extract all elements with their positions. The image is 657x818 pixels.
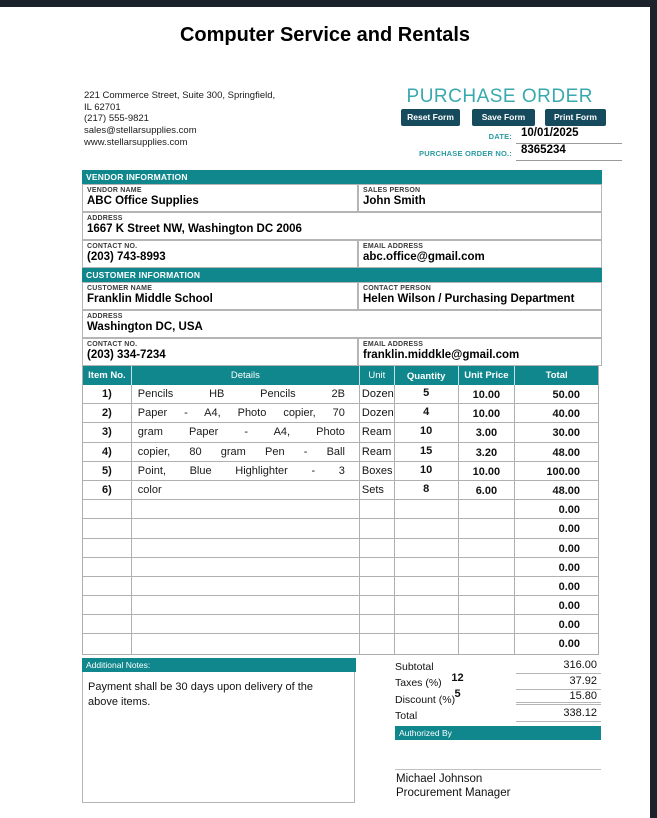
item-unit-price-cell[interactable]: 10.00 bbox=[459, 404, 516, 422]
item-no-cell[interactable] bbox=[83, 634, 132, 653]
item-details-cell[interactable] bbox=[132, 500, 360, 518]
customer-contact-label: CONTACT NO. bbox=[87, 341, 138, 348]
additional-notes-header: Additional Notes: bbox=[82, 658, 356, 672]
item-total-cell[interactable]: 0.00 bbox=[558, 638, 580, 651]
item-quantity-cell[interactable]: 15 bbox=[395, 443, 459, 461]
item-quantity-cell[interactable]: 8 bbox=[395, 481, 459, 499]
items-table-body bbox=[83, 385, 598, 654]
customer-email-field[interactable] bbox=[358, 338, 602, 366]
table-row bbox=[83, 481, 598, 500]
item-total-cell[interactable]: 50.00 bbox=[552, 389, 580, 401]
col-header-details: Details bbox=[132, 366, 360, 385]
reset-form-button[interactable]: Reset Form bbox=[401, 109, 460, 126]
customer-address-label: ADDRESS bbox=[87, 313, 123, 320]
item-details-cell[interactable]: Paper - A4, Photo copier, 70 bbox=[132, 404, 360, 422]
item-details-cell[interactable] bbox=[132, 558, 360, 576]
date-field[interactable]: 10/01/2025 bbox=[516, 127, 622, 144]
authorized-name-field[interactable]: Michael Johnson bbox=[396, 773, 483, 785]
table-row bbox=[83, 615, 598, 634]
item-total-cell[interactable]: 0.00 bbox=[558, 561, 580, 574]
item-quantity-cell[interactable]: 10 bbox=[395, 462, 459, 480]
customer-section-header: CUSTOMER INFORMATION bbox=[82, 268, 602, 282]
item-unit-cell[interactable]: Ream bbox=[360, 443, 395, 461]
customer-name-label: CUSTOMER NAME bbox=[87, 285, 153, 292]
item-no-cell[interactable] bbox=[83, 539, 132, 557]
item-unit-cell[interactable] bbox=[360, 615, 395, 633]
item-details-cell[interactable] bbox=[132, 596, 360, 614]
customer-address-value[interactable]: Washington DC, USA bbox=[87, 321, 203, 333]
item-total-cell[interactable]: 48.00 bbox=[552, 484, 580, 497]
vendor-name-field[interactable] bbox=[82, 184, 358, 212]
item-total-cell[interactable]: 48.00 bbox=[552, 446, 580, 459]
company-address-line: www.stellarsupplies.com bbox=[84, 136, 188, 148]
item-unit-price-cell[interactable] bbox=[459, 539, 516, 557]
item-unit-cell[interactable]: Boxes bbox=[360, 462, 395, 480]
item-unit-price-cell[interactable]: 6.00 bbox=[459, 481, 516, 499]
table-row bbox=[83, 558, 598, 577]
item-quantity-cell[interactable] bbox=[395, 500, 459, 518]
item-unit-cell[interactable]: Dozen bbox=[360, 385, 395, 403]
vendor-address-label: ADDRESS bbox=[87, 215, 123, 222]
item-quantity-cell[interactable]: 5 bbox=[395, 385, 459, 403]
contact-person-field[interactable] bbox=[358, 282, 602, 310]
item-details-cell[interactable]: Point, Blue Highlighter - 3 bbox=[132, 462, 360, 480]
item-unit-price-cell[interactable]: 3.20 bbox=[459, 443, 516, 461]
vendor-contact-field[interactable] bbox=[82, 240, 358, 268]
customer-address-field[interactable] bbox=[82, 310, 602, 338]
company-address bbox=[84, 90, 275, 149]
item-total-cell[interactable]: 0.00 bbox=[558, 504, 580, 517]
total-label: Total bbox=[395, 710, 418, 722]
vendor-email-field[interactable] bbox=[358, 240, 602, 268]
item-unit-price-cell[interactable] bbox=[459, 615, 516, 633]
item-details-cell[interactable] bbox=[132, 539, 360, 557]
customer-contact-field[interactable] bbox=[82, 338, 358, 366]
item-quantity-cell[interactable] bbox=[395, 634, 459, 653]
po-number-label: PURCHASE ORDER NO.: bbox=[419, 149, 512, 158]
item-details-cell[interactable]: gram Paper - A4, Photo bbox=[132, 423, 360, 441]
item-unit-cell[interactable] bbox=[360, 539, 395, 557]
item-unit-price-cell[interactable] bbox=[459, 577, 516, 595]
item-no-cell[interactable] bbox=[83, 577, 132, 595]
item-quantity-cell[interactable] bbox=[395, 615, 459, 633]
table-row bbox=[83, 423, 598, 442]
table-row bbox=[83, 500, 598, 519]
signature-line bbox=[395, 769, 601, 770]
item-details-cell[interactable] bbox=[132, 615, 360, 633]
item-unit-cell[interactable]: Dozen bbox=[360, 404, 395, 422]
item-unit-price-cell[interactable] bbox=[459, 558, 516, 576]
print-form-button[interactable]: Print Form bbox=[545, 109, 606, 126]
window-top-edge bbox=[0, 0, 657, 7]
item-no-cell[interactable] bbox=[83, 615, 132, 633]
grand-total-value: 338.12 bbox=[516, 707, 601, 722]
vendor-email-value[interactable]: abc.office@gmail.com bbox=[363, 251, 485, 263]
item-unit-cell[interactable]: Sets bbox=[360, 481, 395, 499]
item-total-cell[interactable]: 0.00 bbox=[558, 600, 580, 613]
customer-contact-value[interactable]: (203) 334-7234 bbox=[87, 349, 166, 361]
item-no-cell[interactable]: 6) bbox=[83, 481, 132, 499]
item-quantity-cell[interactable] bbox=[395, 539, 459, 557]
table-row bbox=[83, 443, 598, 462]
discount-label: Discount (%) bbox=[395, 694, 456, 706]
additional-notes-text[interactable]: Payment shall be 30 days upon delivery of the above items. bbox=[88, 681, 314, 708]
item-details-cell[interactable] bbox=[132, 577, 360, 595]
col-header-unit-price: Unit Price bbox=[459, 366, 516, 385]
company-address-line: sales@stellarsupplies.com bbox=[84, 125, 197, 137]
col-header-quantity: Quantity bbox=[395, 366, 459, 385]
table-row bbox=[83, 634, 598, 653]
table-row bbox=[83, 519, 598, 538]
item-no-cell[interactable]: 1) bbox=[83, 385, 132, 403]
vendor-address-field[interactable] bbox=[82, 212, 602, 240]
table-row bbox=[83, 596, 598, 615]
contact-person-value[interactable]: Helen Wilson / Purchasing Department bbox=[363, 293, 575, 305]
authorized-by-header: Authorized By bbox=[395, 726, 601, 740]
po-number-field[interactable]: 8365234 bbox=[516, 144, 622, 161]
discount-value: 15.80 bbox=[516, 690, 601, 705]
item-total-cell[interactable]: 0.00 bbox=[558, 619, 580, 632]
customer-email-value[interactable]: franklin.middkle@gmail.com bbox=[363, 349, 520, 361]
item-unit-price-cell[interactable] bbox=[459, 596, 516, 614]
vendor-contact-label: CONTACT NO. bbox=[87, 243, 138, 250]
vendor-contact-value[interactable]: (203) 743-8993 bbox=[87, 251, 166, 263]
item-no-cell[interactable] bbox=[83, 596, 132, 614]
item-unit-price-cell[interactable]: 10.00 bbox=[459, 462, 516, 480]
window-right-edge bbox=[650, 0, 657, 818]
table-row bbox=[83, 385, 598, 404]
discount-percent-field[interactable]: 5 bbox=[454, 688, 461, 700]
col-header-item-no: Item No. bbox=[83, 366, 132, 385]
item-total-cell[interactable]: 0.00 bbox=[558, 580, 580, 593]
item-unit-price-cell[interactable] bbox=[459, 500, 516, 518]
customer-name-value[interactable]: Franklin Middle School bbox=[87, 293, 213, 305]
additional-notes-box bbox=[82, 658, 355, 803]
item-details-cell[interactable] bbox=[132, 634, 360, 653]
vendor-name-value[interactable]: ABC Office Supplies bbox=[87, 195, 199, 207]
item-details-cell[interactable] bbox=[132, 519, 360, 537]
table-row bbox=[83, 539, 598, 558]
items-table-header bbox=[83, 366, 598, 385]
item-unit-price-cell[interactable] bbox=[459, 519, 516, 537]
item-quantity-cell[interactable] bbox=[395, 519, 459, 537]
contact-person-label: CONTACT PERSON bbox=[363, 285, 432, 292]
item-total-cell[interactable]: 30.00 bbox=[552, 427, 580, 440]
save-form-button[interactable]: Save Form bbox=[472, 109, 535, 126]
item-details-cell[interactable]: copier, 80 gram Pen - Ball bbox=[132, 443, 360, 461]
table-row bbox=[83, 577, 598, 596]
subtotal-label: Subtotal bbox=[395, 661, 434, 673]
item-unit-cell[interactable] bbox=[360, 577, 395, 595]
taxes-label: Taxes (%) bbox=[395, 677, 442, 689]
item-quantity-cell[interactable] bbox=[395, 577, 459, 595]
company-address-line: IL 62701 bbox=[84, 101, 121, 113]
item-details-cell[interactable]: Pencils HB Pencils 2B bbox=[132, 385, 360, 403]
item-unit-price-cell[interactable]: 10.00 bbox=[459, 385, 516, 403]
sales-person-label: SALES PERSON bbox=[363, 187, 421, 194]
item-unit-price-cell[interactable]: 3.00 bbox=[459, 423, 516, 441]
subtotal-value: 316.00 bbox=[516, 659, 601, 674]
page-title: Computer Service and Rentals bbox=[179, 24, 471, 46]
item-quantity-cell[interactable] bbox=[395, 558, 459, 576]
table-row bbox=[83, 404, 598, 423]
item-quantity-cell[interactable]: 10 bbox=[395, 423, 459, 441]
vendor-section-header: VENDOR INFORMATION bbox=[82, 170, 602, 184]
authorized-title-field[interactable]: Procurement Manager bbox=[396, 787, 511, 799]
item-total-cell[interactable]: 40.00 bbox=[552, 408, 580, 421]
item-no-cell[interactable] bbox=[83, 500, 132, 518]
item-total-cell[interactable]: 0.00 bbox=[558, 523, 580, 536]
item-total-cell[interactable]: 0.00 bbox=[558, 542, 580, 555]
sales-person-field[interactable] bbox=[358, 184, 602, 212]
item-no-cell[interactable] bbox=[83, 558, 132, 576]
item-total-cell[interactable]: 100.00 bbox=[546, 465, 580, 478]
col-header-unit: Unit bbox=[360, 366, 395, 385]
item-no-cell[interactable]: 3) bbox=[83, 423, 132, 441]
purchase-order-heading: PURCHASE ORDER bbox=[406, 86, 593, 107]
item-details-cell[interactable]: color bbox=[132, 481, 360, 499]
taxes-value: 37.92 bbox=[516, 675, 601, 690]
item-unit-cell[interactable] bbox=[360, 634, 395, 653]
item-quantity-cell[interactable] bbox=[395, 596, 459, 614]
item-no-cell[interactable] bbox=[83, 519, 132, 537]
company-address-line: (217) 555-9821 bbox=[84, 113, 149, 125]
sales-person-value[interactable]: John Smith bbox=[363, 195, 426, 207]
item-no-cell[interactable]: 2) bbox=[83, 404, 132, 422]
customer-email-label: EMAIL ADDRESS bbox=[363, 341, 424, 348]
item-quantity-cell[interactable]: 4 bbox=[395, 404, 459, 422]
customer-name-field[interactable] bbox=[82, 282, 358, 310]
vendor-email-label: EMAIL ADDRESS bbox=[363, 243, 424, 250]
item-unit-cell[interactable] bbox=[360, 596, 395, 614]
item-unit-cell[interactable] bbox=[360, 519, 395, 537]
col-header-total: Total bbox=[545, 370, 568, 381]
item-unit-cell[interactable] bbox=[360, 500, 395, 518]
item-unit-price-cell[interactable] bbox=[459, 634, 516, 653]
items-table bbox=[82, 366, 599, 655]
table-row bbox=[83, 462, 598, 481]
item-no-cell[interactable]: 4) bbox=[83, 443, 132, 461]
item-unit-cell[interactable] bbox=[360, 558, 395, 576]
date-label: DATE: bbox=[488, 132, 512, 141]
item-unit-cell[interactable]: Ream bbox=[360, 423, 395, 441]
vendor-name-label: VENDOR NAME bbox=[87, 187, 142, 194]
vendor-address-value[interactable]: 1667 K Street NW, Washington DC 2006 bbox=[87, 223, 302, 235]
taxes-percent-field[interactable]: 12 bbox=[451, 672, 464, 684]
company-address-line: 221 Commerce Street, Suite 300, Springfield, bbox=[84, 90, 276, 101]
item-no-cell[interactable]: 5) bbox=[83, 462, 132, 480]
